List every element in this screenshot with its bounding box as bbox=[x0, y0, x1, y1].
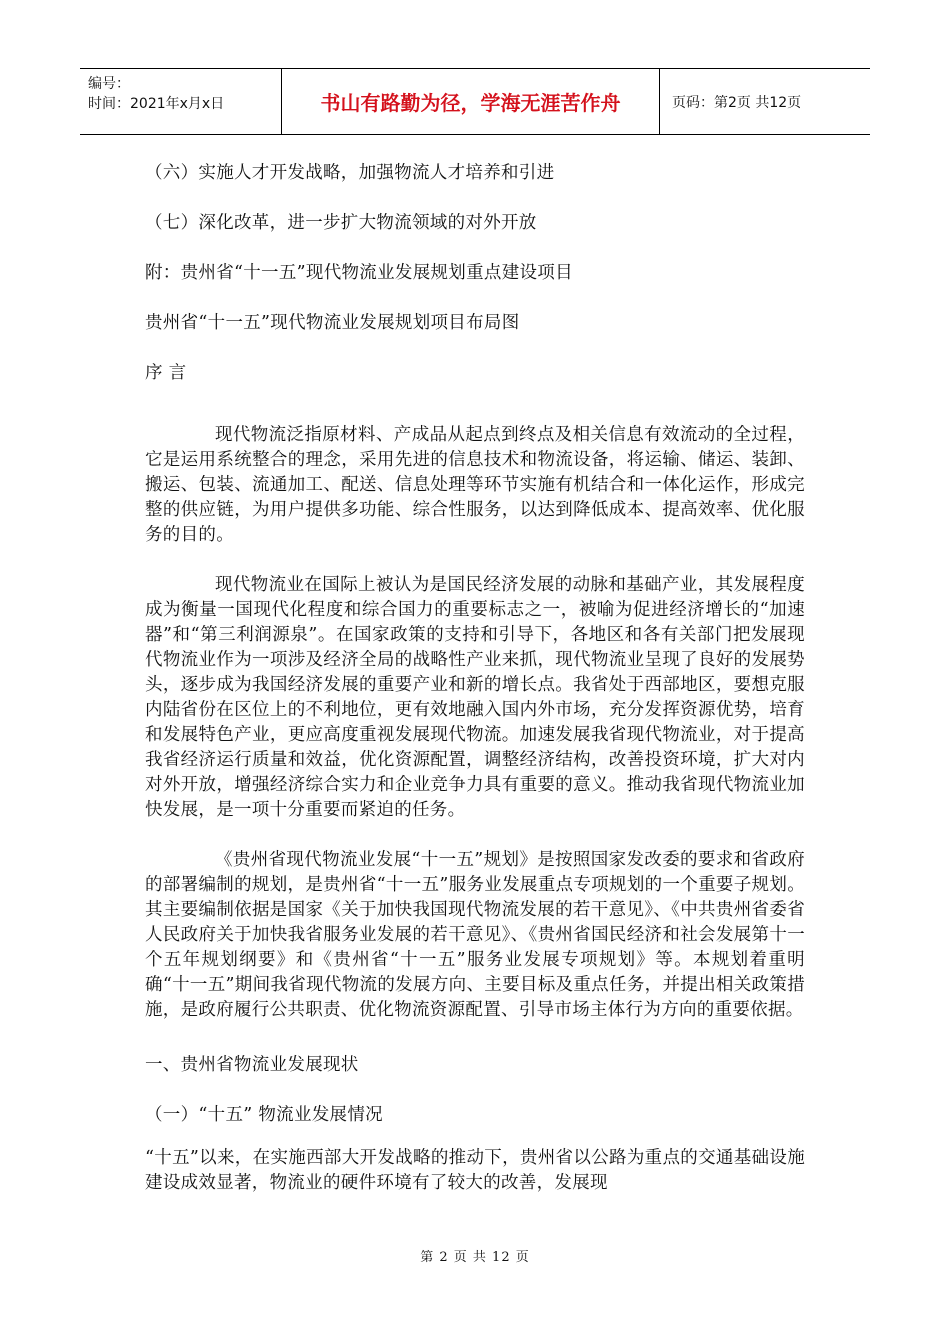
appendix-layout-map: 贵州省“十一五”现代物流业发展规划项目布局图 bbox=[145, 313, 520, 333]
paragraph-4: “十五”以来，在实施西部大开发战略的推动下，贵州省以公路为重点的交通基础设施建设成效显著，物流业的硬件环境有了较大的改善，发展现 bbox=[145, 1148, 805, 1193]
item-six: （六）实施人才开发战略，加强物流人才培养和引进 bbox=[145, 163, 555, 183]
paragraph-2: 现代物流业在国际上被认为是国民经济发展的动脉和基础产业，其发展程度成为衡量一国现代化程度和综合国力的重要标志之一，被喻为促进经济增长的“加速器”和“第三利润源泉”。在国家政策的支持和引导下，各地区和各有关部门把发展现代物流业作为一项涉及经济全局的战略性产业来抓，现代物流业呈现了良好的发展势头，逐步成为我国经济发展的重要产业和新的增长点。我省处于西部地区，要想克服内陆省份在区位上的不利地位，更有效地融入国内外市场，充分发挥资源优势，培育和发展特色产业，更应高度重视发展现代物流。加速发展我省现代物流业，对于提高我省经济运行质量和效益，优化资源配置，调整经济结构，改善投资环境，扩大对内对外开放，增强经济综合实力和企业竞争力具有重要的意义。推动我省现代物流业加快发展，是一项十分重要而紧迫的任务。 bbox=[145, 575, 805, 820]
document-body bbox=[145, 148, 805, 1196]
paragraph-3: 《贵州省现代物流业发展“十一五”规划》是按照国家发改委的要求和省政府的部署编制的规划，是贵州省“十一五”服务业发展重点专项规划的一个重要子规划。其主要编制依据是国家《关于加快我国现代物流发展的若干意见》、《中共贵州省委省人民政府关于加快我省服务业发展的若干意见》、《贵州省国民经济和社会发展第十一个五年规划纲要》和《贵州省“十一五”服务业发展专项规划》等。本规划着重明确“十一五”期间我省现代物流的发展方向、主要目标及重点任务，并提出相关政策措施，是政府履行公共职责、优化物流资源配置、引导市场主体行为方向的重要依据。 bbox=[145, 850, 805, 1020]
item-seven: （七）深化改革，进一步扩大物流领域的对外开放 bbox=[145, 213, 537, 233]
page-footer: 第 2 页 共 12 页 bbox=[420, 1250, 530, 1265]
motto-text: 书山有路勤为径，学海无涯苦作舟 bbox=[282, 69, 660, 134]
section-heading: 一、贵州省物流业发展现状 bbox=[145, 1055, 359, 1075]
page-info: 页码：第2页 共12页 bbox=[672, 94, 802, 111]
header-meta bbox=[80, 69, 282, 134]
time-label: 时间：2021年x月x日 bbox=[88, 96, 225, 112]
header-table bbox=[80, 68, 870, 135]
preface-heading: 序 言 bbox=[145, 363, 187, 383]
sub-heading: （一）“十五” 物流业发展情况 bbox=[145, 1105, 383, 1125]
number-label: 编号： bbox=[88, 76, 130, 92]
appendix-projects: 附：贵州省“十一五”现代物流业发展规划重点建设项目 bbox=[145, 263, 573, 283]
paragraph-1: 现代物流泛指原材料、产成品从起点到终点及相关信息有效流动的全过程，它是运用系统整合的理念，采用先进的信息技术和物流设备，将运输、储运、装卸、搬运、包装、流通加工、配送、信息处理等环节实施有机结合和一体化运作，形成完整的供应链，为用户提供多功能、综合性服务，以达到降低成本、提高效率、优化服务的目的。 bbox=[145, 425, 805, 545]
